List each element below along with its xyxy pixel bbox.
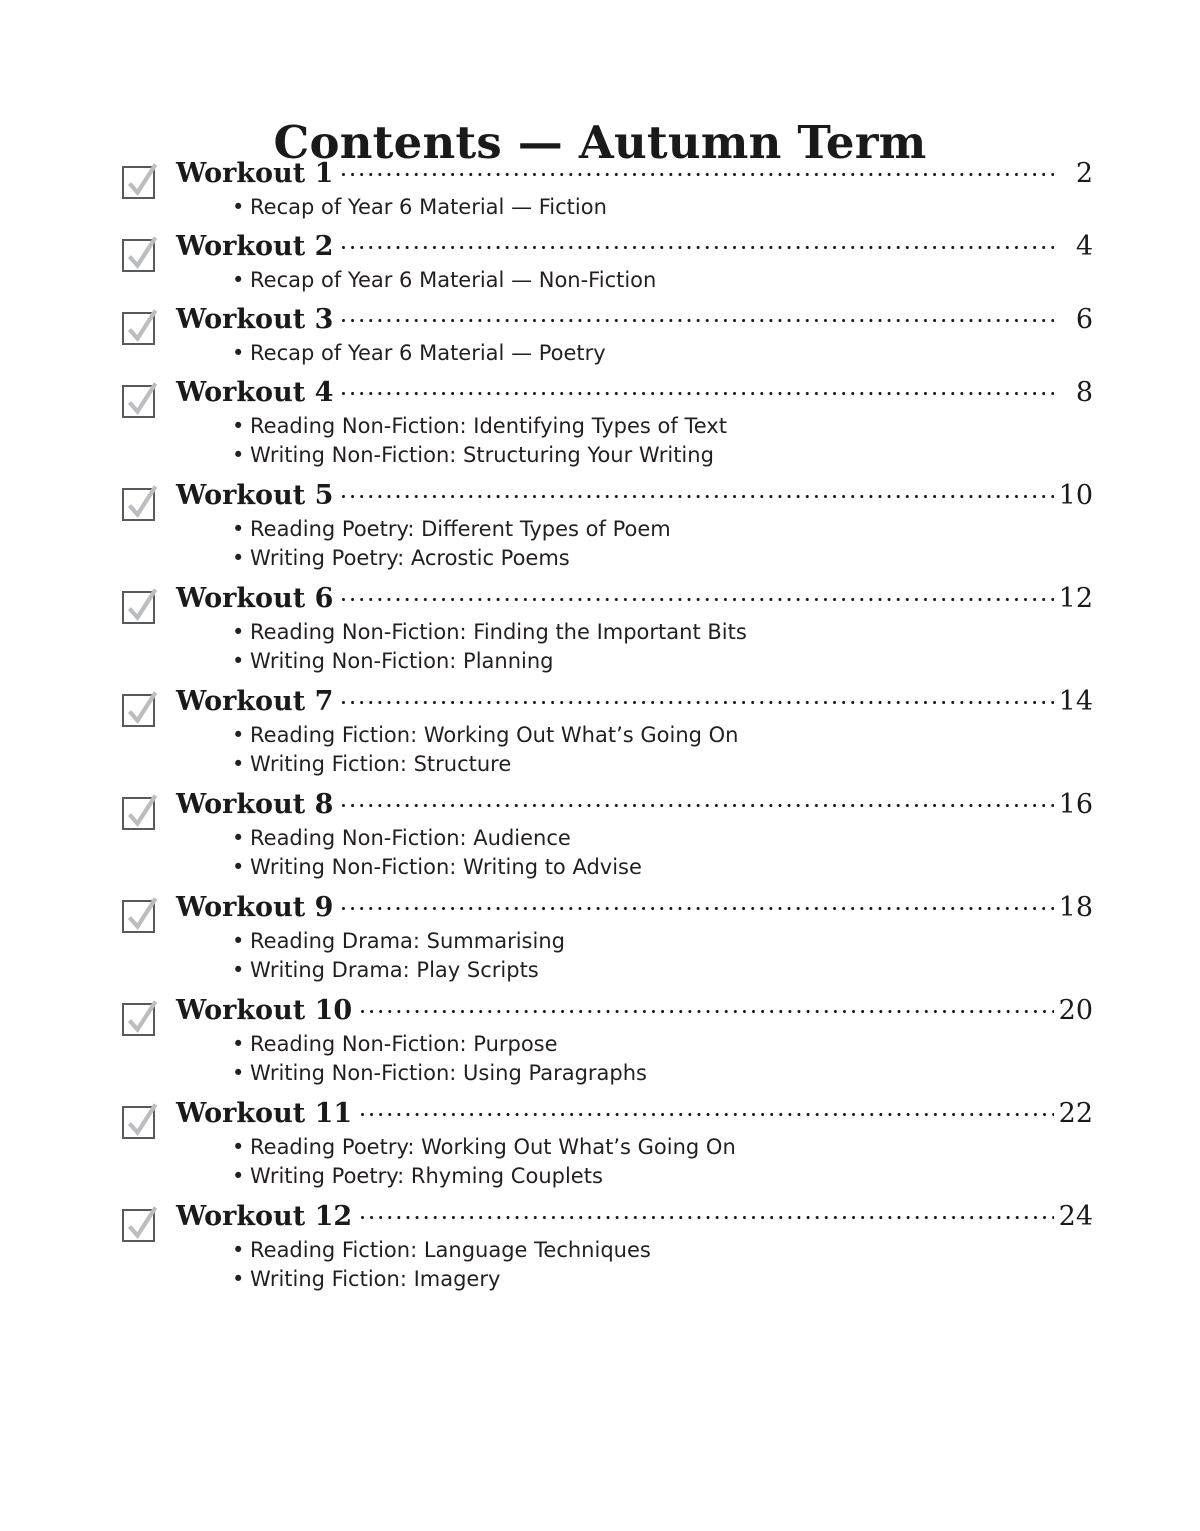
toc-entry[interactable] <box>118 231 1093 295</box>
toc-entry[interactable] <box>118 377 1093 470</box>
toc-subitem-list <box>176 412 1093 470</box>
toc-entry-head <box>176 377 1093 408</box>
bullet-icon: • <box>232 414 245 438</box>
dot-leader <box>342 312 1054 328</box>
bullet-icon: • <box>232 826 245 850</box>
toc-subitem-label: Writing Non-Fiction: Using Paragraphs <box>250 1061 647 1085</box>
toc-subitem-label: Writing Non-Fiction: Planning <box>250 649 554 673</box>
page-title: Contents — Autumn Term <box>273 116 927 170</box>
dot-leader <box>342 488 1053 504</box>
toc-subitem-label: Reading Poetry: Different Types of Poem <box>250 517 671 541</box>
checkbox-checked-icon[interactable] <box>122 1206 161 1245</box>
toc-entry-title[interactable]: Workout 3 <box>176 304 334 335</box>
toc-page-number: 18 <box>1058 892 1093 923</box>
toc-subitem <box>176 824 1093 853</box>
bullet-icon: • <box>232 752 245 776</box>
checkbox-checked-icon[interactable] <box>122 485 161 524</box>
checkbox-checked-icon[interactable] <box>122 309 161 348</box>
toc-entry-head <box>176 686 1093 717</box>
bullet-icon: • <box>232 268 245 292</box>
toc-subitem-list <box>176 927 1093 985</box>
toc-entry-head <box>176 583 1093 614</box>
toc-entry-title[interactable]: Workout 6 <box>176 583 334 614</box>
toc-entry-head <box>176 158 1093 189</box>
checkmark-icon <box>122 163 161 202</box>
toc-entry-title[interactable]: Workout 1 <box>176 158 334 189</box>
toc-subitem-label: Recap of Year 6 Material — Fiction <box>250 195 607 219</box>
checkmark-icon <box>122 485 161 524</box>
checkbox-checked-icon[interactable] <box>122 382 161 421</box>
toc-entry-head <box>176 304 1093 335</box>
toc-page-number: 2 <box>1075 158 1093 189</box>
toc-entry-head <box>176 480 1093 511</box>
toc-page-number: 24 <box>1058 1201 1093 1232</box>
toc-subitem <box>176 956 1093 985</box>
toc-subitem <box>176 339 1093 368</box>
checkmark-icon <box>122 382 161 421</box>
toc-subitem <box>176 266 1093 295</box>
bullet-icon: • <box>232 1267 245 1291</box>
toc-page-number: 6 <box>1075 304 1093 335</box>
toc-subitem-list <box>176 339 1093 368</box>
toc-subitem <box>176 853 1093 882</box>
toc-subitem-list <box>176 618 1093 676</box>
toc-subitem-label: Writing Poetry: Acrostic Poems <box>250 546 570 570</box>
checkmark-icon <box>122 309 161 348</box>
toc-subitem <box>176 1236 1093 1265</box>
toc-subitem-list <box>176 824 1093 882</box>
checkbox-checked-icon[interactable] <box>122 1000 161 1039</box>
toc-entry-title[interactable]: Workout 9 <box>176 892 334 923</box>
toc-subitem-list <box>176 515 1093 573</box>
toc-subitem-label: Writing Fiction: Structure <box>250 752 512 776</box>
checkbox-checked-icon[interactable] <box>122 691 161 730</box>
checkmark-icon <box>122 794 161 833</box>
checkbox-checked-icon[interactable] <box>122 897 161 936</box>
checkmark-icon <box>122 1206 161 1245</box>
checkbox-checked-icon[interactable] <box>122 236 161 275</box>
bullet-icon: • <box>232 855 245 879</box>
bullet-icon: • <box>232 517 245 541</box>
dot-leader <box>342 900 1053 916</box>
toc-subitem-label: Writing Poetry: Rhyming Couplets <box>250 1164 603 1188</box>
toc-subitem-list <box>176 193 1093 222</box>
checkbox-checked-icon[interactable] <box>122 1103 161 1142</box>
toc-subitem <box>176 515 1093 544</box>
checkmark-icon <box>122 588 161 627</box>
toc-entry[interactable] <box>118 892 1093 985</box>
toc-subitem-label: Writing Non-Fiction: Structuring Your Writing <box>250 443 714 467</box>
toc-subitem <box>176 647 1093 676</box>
toc-subitem <box>176 618 1093 647</box>
toc-page-number: 4 <box>1075 231 1093 262</box>
toc-subitem <box>176 1133 1093 1162</box>
toc-subitem <box>176 1030 1093 1059</box>
toc-subitem-label: Recap of Year 6 Material — Poetry <box>250 341 606 365</box>
toc-page-number: 14 <box>1058 686 1093 717</box>
checkmark-icon <box>122 1103 161 1142</box>
toc-entry-title[interactable]: Workout 8 <box>176 789 334 820</box>
dot-leader <box>361 1209 1053 1225</box>
toc-subitem-label: Reading Non-Fiction: Finding the Important Bits <box>250 620 747 644</box>
toc-entry[interactable] <box>118 158 1093 222</box>
toc-entry[interactable] <box>118 789 1093 882</box>
toc-page-number: 10 <box>1058 480 1093 511</box>
toc-subitem-label: Writing Fiction: Imagery <box>250 1267 501 1291</box>
bullet-icon: • <box>232 1238 245 1262</box>
bullet-icon: • <box>232 443 245 467</box>
toc-entry[interactable] <box>118 1201 1093 1294</box>
toc-page-number: 20 <box>1058 995 1093 1026</box>
toc-page-number: 22 <box>1058 1098 1093 1129</box>
toc-entry-title[interactable]: Workout 11 <box>176 1098 353 1129</box>
bullet-icon: • <box>232 649 245 673</box>
toc-subitem-label: Reading Drama: Summarising <box>250 929 565 953</box>
toc-entry-title[interactable]: Workout 7 <box>176 686 334 717</box>
dot-leader <box>342 797 1053 813</box>
toc-entry-head <box>176 1098 1093 1129</box>
toc-subitem <box>176 544 1093 573</box>
bullet-icon: • <box>232 1164 245 1188</box>
checkmark-icon <box>122 897 161 936</box>
toc-subitem-list <box>176 1030 1093 1088</box>
toc-entry-head <box>176 789 1093 820</box>
table-of-contents <box>118 158 1093 1304</box>
toc-subitem <box>176 721 1093 750</box>
toc-subitem-label: Reading Fiction: Working Out What’s Going On <box>250 723 739 747</box>
bullet-icon: • <box>232 1135 245 1159</box>
toc-subitem <box>176 441 1093 470</box>
checkmark-icon <box>122 1000 161 1039</box>
dot-leader <box>342 591 1053 607</box>
toc-entry[interactable] <box>118 1098 1093 1191</box>
toc-subitem-list <box>176 721 1093 779</box>
bullet-icon: • <box>232 195 245 219</box>
toc-subitem-label: Writing Non-Fiction: Writing to Advise <box>250 855 642 879</box>
toc-page-number: 16 <box>1058 789 1093 820</box>
dot-leader <box>342 694 1053 710</box>
toc-page-number: 12 <box>1058 583 1093 614</box>
toc-subitem <box>176 1162 1093 1191</box>
checkbox-checked-icon[interactable] <box>122 163 161 202</box>
toc-subitem <box>176 750 1093 779</box>
toc-subitem-label: Recap of Year 6 Material — Non-Fiction <box>250 268 657 292</box>
toc-subitem-label: Reading Non-Fiction: Identifying Types of Text <box>250 414 727 438</box>
toc-subitem-label: Writing Drama: Play Scripts <box>250 958 539 982</box>
checkbox-checked-icon[interactable] <box>122 794 161 833</box>
bullet-icon: • <box>232 341 245 365</box>
toc-subitem-list <box>176 1133 1093 1191</box>
bullet-icon: • <box>232 546 245 570</box>
toc-entry[interactable] <box>118 583 1093 676</box>
toc-entry-head <box>176 1201 1093 1232</box>
bullet-icon: • <box>232 723 245 747</box>
toc-entry-title[interactable]: Workout 4 <box>176 377 334 408</box>
toc-subitem <box>176 1265 1093 1294</box>
toc-entry[interactable] <box>118 686 1093 779</box>
toc-subitem-label: Reading Poetry: Working Out What’s Going On <box>250 1135 736 1159</box>
dot-leader <box>342 166 1054 182</box>
dot-leader <box>342 239 1054 255</box>
bullet-icon: • <box>232 958 245 982</box>
bullet-icon: • <box>232 929 245 953</box>
toc-page-number: 8 <box>1075 377 1093 408</box>
toc-entry-head <box>176 892 1093 923</box>
toc-entry-title[interactable]: Workout 12 <box>176 1201 353 1232</box>
toc-subitem <box>176 1059 1093 1088</box>
toc-subitem-label: Reading Fiction: Language Techniques <box>250 1238 651 1262</box>
toc-entry-title[interactable]: Workout 10 <box>176 995 353 1026</box>
checkbox-checked-icon[interactable] <box>122 588 161 627</box>
dot-leader <box>361 1003 1053 1019</box>
dot-leader <box>361 1106 1053 1122</box>
dot-leader <box>342 385 1054 401</box>
toc-subitem <box>176 927 1093 956</box>
toc-entry-title[interactable]: Workout 5 <box>176 480 334 511</box>
toc-subitem-label: Reading Non-Fiction: Audience <box>250 826 571 850</box>
checkmark-icon <box>122 691 161 730</box>
bullet-icon: • <box>232 1061 245 1085</box>
toc-subitem-label: Reading Non-Fiction: Purpose <box>250 1032 558 1056</box>
toc-entry[interactable] <box>118 304 1093 368</box>
toc-subitem <box>176 412 1093 441</box>
toc-subitem-list <box>176 1236 1093 1294</box>
toc-subitem-list <box>176 266 1093 295</box>
toc-entry[interactable] <box>118 995 1093 1088</box>
toc-entry[interactable] <box>118 480 1093 573</box>
toc-subitem <box>176 193 1093 222</box>
toc-entry-head <box>176 995 1093 1026</box>
bullet-icon: • <box>232 1032 245 1056</box>
bullet-icon: • <box>232 620 245 644</box>
checkmark-icon <box>122 236 161 275</box>
toc-entry-head <box>176 231 1093 262</box>
toc-entry-title[interactable]: Workout 2 <box>176 231 334 262</box>
